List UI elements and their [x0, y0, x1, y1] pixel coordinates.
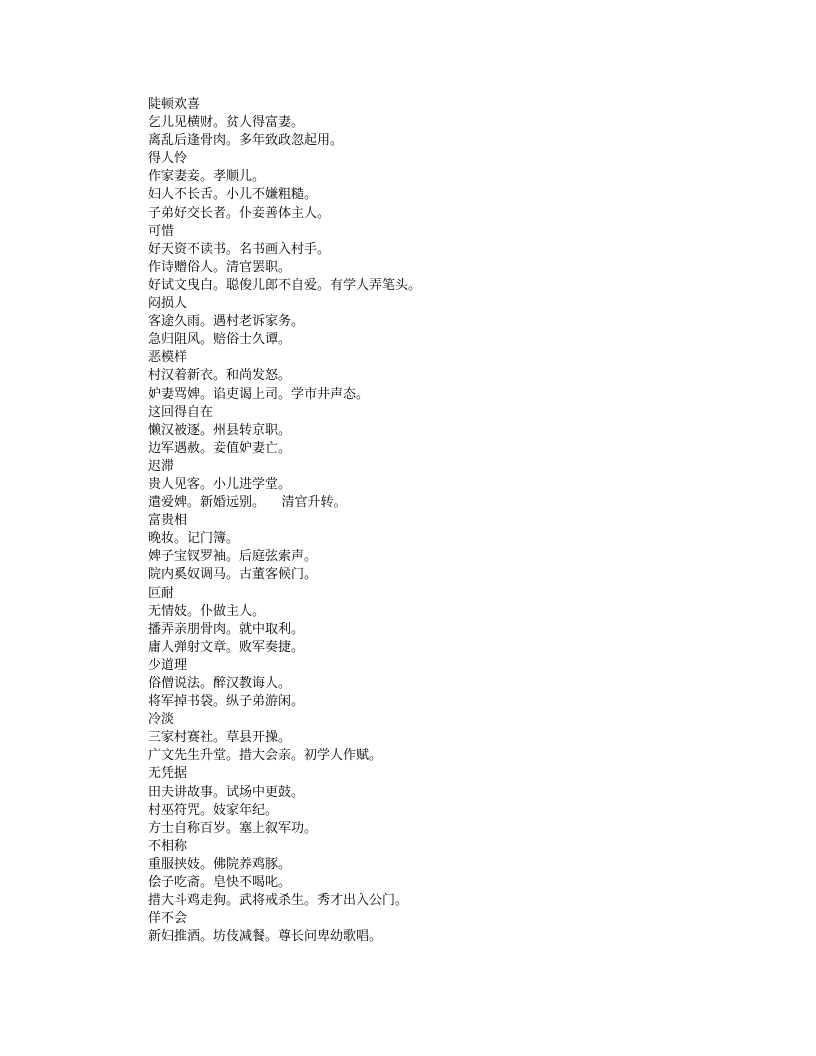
- text-line: 晚妆。记门簿。: [148, 531, 240, 547]
- text-line: 贵人见客。小儿进学堂。: [148, 476, 292, 492]
- text-line: 侩子吃斋。皂快不喝叱。: [148, 875, 292, 891]
- text-line: 方士自称百岁。塞上叙军功。: [148, 820, 318, 836]
- text-line: 新妇推酒。坊伎减餐。尊长问卑幼歌唱。: [148, 929, 383, 945]
- text-line: 作诗赠俗人。清官罢职。: [148, 259, 292, 275]
- text-line: 广文先生升堂。措大会亲。初学人作赋。: [148, 748, 383, 764]
- text-line: 乞儿见横财。贫人得富妻。: [148, 115, 305, 131]
- heading: 可惜: [148, 223, 175, 239]
- text-line: 村巫符咒。妓家年纪。: [148, 802, 279, 818]
- text-line: 庸人弹射文章。败军奏捷。: [148, 639, 305, 655]
- text-line: 急归阻风。赔俗士久谭。: [148, 332, 292, 348]
- text-line: 田夫讲故事。试场中更鼓。: [148, 784, 305, 800]
- text-line: 重服挟妓。佛院养鸡豚。: [148, 856, 292, 872]
- text-line: 好试文曳白。聪俊儿郎不自爱。有学人弄笔头。: [148, 277, 422, 293]
- text-line: 播弄亲朋骨肉。就中取利。: [148, 621, 305, 637]
- text-line: 村汉着新衣。和尚发怒。: [148, 368, 292, 384]
- text-line: 婢子宝钗罗袖。后庭弦索声。: [148, 549, 318, 565]
- heading: 闷损人: [148, 296, 188, 312]
- heading: 恶模样: [148, 350, 188, 366]
- heading: 富贵相: [148, 513, 188, 529]
- heading: 佯不会: [148, 911, 188, 927]
- heading: 少道理: [148, 657, 188, 673]
- text-line: 无情妓。仆做主人。: [148, 603, 266, 619]
- text-line: 三家村赛社。草县开操。: [148, 730, 292, 746]
- text-line: 院内奚奴调马。古董客候门。: [148, 567, 318, 583]
- heading: 无凭据: [148, 766, 188, 782]
- text-line: 措大斗鸡走狗。武将戒杀生。秀才出入公门。: [148, 893, 409, 909]
- text-line: 子弟好交长者。仆妾善体主人。: [148, 205, 331, 221]
- heading: 冷淡: [148, 712, 175, 728]
- text-line: 将军掉书袋。纵子弟游闲。: [148, 694, 305, 710]
- text-line: 好天资不读书。名书画入村手。: [148, 241, 331, 257]
- text-line: 妒妻骂婢。谄吏谒上司。学市井声态。: [148, 386, 370, 402]
- text-line: 离乱后逢骨肉。多年致政忽起用。: [148, 133, 344, 149]
- text-line: 妇人不长舌。小儿不嫌粗糙。: [148, 187, 318, 203]
- text-line: 客途久雨。遇村老诉家务。: [148, 314, 305, 330]
- heading: 得人怜: [148, 151, 188, 167]
- document-body: [148, 96, 768, 946]
- heading: 不相称: [148, 838, 188, 854]
- text-line: 边军遇赦。妾值妒妻亡。: [148, 440, 292, 456]
- text-line: 作家妻妾。孝顺儿。: [148, 169, 266, 185]
- heading: 叵耐: [148, 585, 175, 601]
- heading: 迟滞: [148, 458, 175, 474]
- heading: 这回得自在: [148, 404, 214, 420]
- text-line: 俗僧说法。醉汉教诲人。: [148, 676, 292, 691]
- text-line: 懒汉被逐。州县转京职。: [148, 422, 292, 438]
- text-line: 遣爱婢。新婚远别。 清官升转。: [148, 495, 347, 511]
- heading: 陡顿欢喜: [148, 97, 201, 112]
